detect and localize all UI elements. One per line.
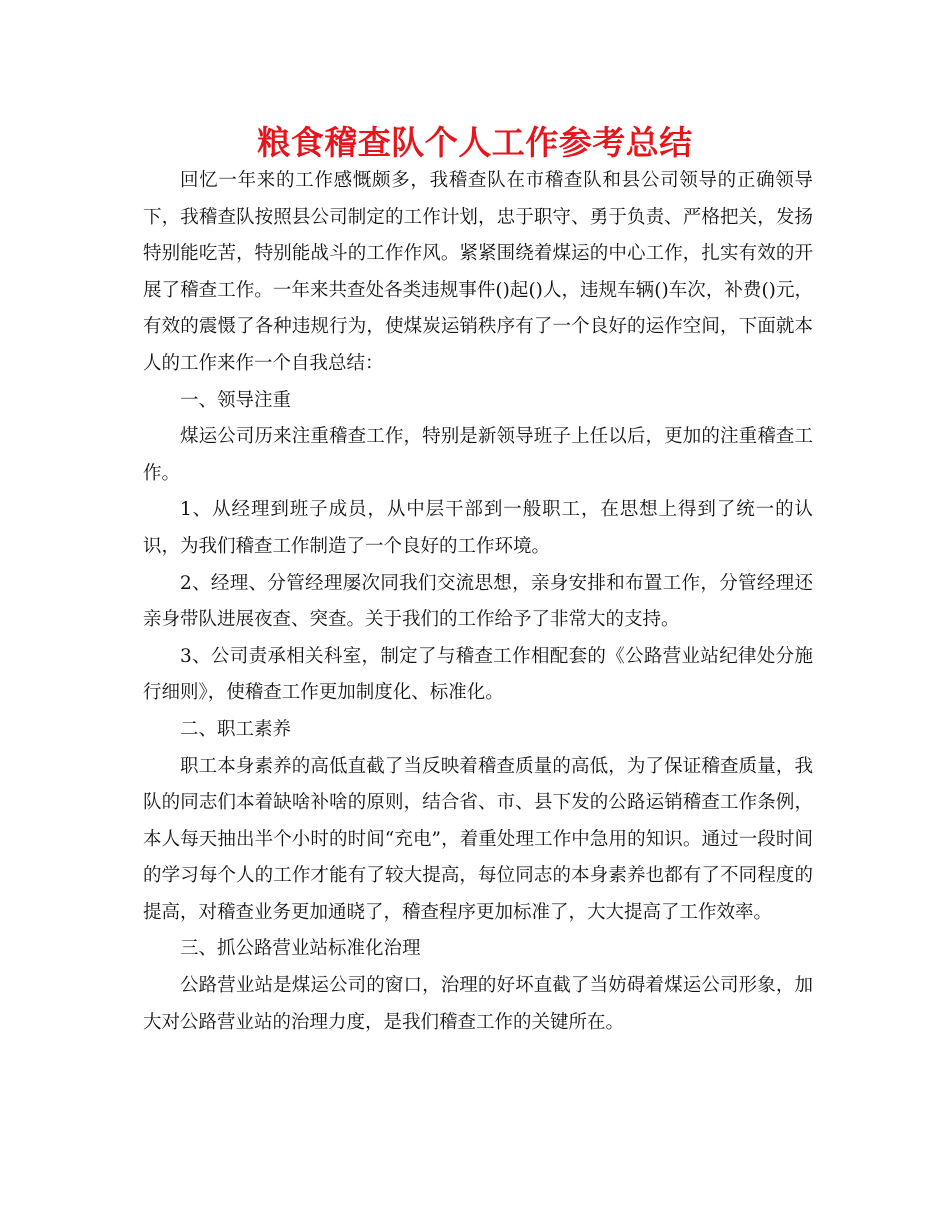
- section-heading-1: 一、领导注重: [180, 389, 292, 411]
- paragraph-station-management: 公路营业站是煤运公司的窗口，治理的好坏直截了当妨碍着煤运公司形象，加大对公路营业站的治理力度，是我们稽查工作的关键所在。: [143, 975, 813, 1033]
- document-body: [143, 163, 813, 1041]
- list-item-3: 3、公司责承相关科室，制定了与稽查工作相配套的《公路营业站纪律处分施行细则》，使稽查工作更加制度化、标准化。: [143, 645, 813, 704]
- section-heading-2: 二、职工素养: [180, 718, 292, 740]
- paragraph-leadership: 煤运公司历来注重稽查工作，特别是新领导班子上任以后，更加的注重稽查工作。: [143, 426, 813, 484]
- paragraph-staff-quality: 职工本身素养的高低直截了当反映着稽查质量的高低，为了保证稽查质量，我队的同志们本着缺啥补啥的原则，结合省、市、县下发的公路运销稽查工作条例，本人每天抽出半个小时的时间“充电”，着重处理工作中急用的知识。通过一段时间的学习每个人的工作才能有了较大提高，每位同志的本身素养也都有了不同程度的提高，对稽查业务更加通晓了，稽查程序更加标准了，大大提高了工作效率。: [143, 755, 813, 923]
- list-item-1: 1、从经理到班子成员，从中层干部到一般职工，在思想上得到了统一的认识，为我们稽查工作制造了一个良好的工作环境。: [143, 499, 813, 557]
- list-item-2: 2、经理、分管经理屡次同我们交流思想，亲身安排和布置工作，分管经理还亲身带队进展夜查、突查。关于我们的工作给予了非常大的支持。: [143, 572, 813, 631]
- paragraph-intro: 回忆一年来的工作感慨颇多，我稽查队在市稽查队和县公司领导的正确领导下，我稽查队按照县公司制定的工作计划，忠于职守、勇于负责、严格把关，发扬特别能吃苦，特别能战斗的工作作风。紧紧围绕着煤运的中心工作，扎实有效的开展了稽查工作。一年来共查处各类违规事件()起()人，违规车辆()车次，补费()元，有效的震慑了各种违规行为，使煤炭运销秩序有了一个良好的运作空间，下面就本人的工作来作一个自我总结：: [143, 170, 813, 374]
- section-heading-3: 三、抓公路营业站标准化治理: [180, 938, 421, 960]
- document-title: 粮食稽查队个人工作参考总结: [257, 123, 693, 162]
